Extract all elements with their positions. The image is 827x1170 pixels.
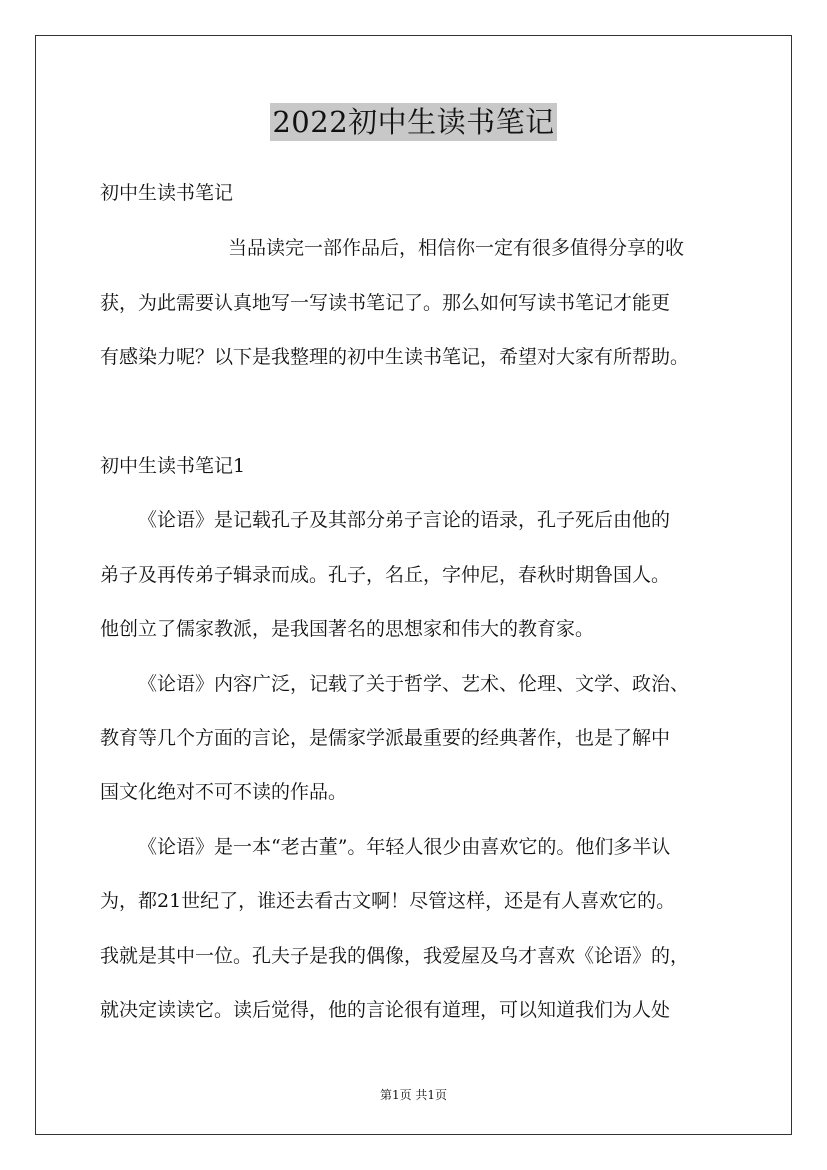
title-container [0, 103, 827, 141]
intro-line: 当品读完一部作品后，相信你一定有很多值得分享的收 [228, 237, 685, 259]
body-line: 他创立了儒家教派，是我国著名的思想家和伟大的教育家。 [100, 618, 595, 640]
body-line: 《论语》内容广泛，记载了关于哲学、艺术、伦理、文学、政治、 [138, 673, 690, 695]
document-title: 2022初中生读书笔记 [272, 105, 555, 139]
body-line: 我就是其中一位。孔夫子是我的偶像，我爱屋及乌才喜欢《论语》的， [100, 945, 690, 967]
page-footer: 第1页 共1页 [379, 1088, 448, 1102]
body-line: 国文化绝对不可不读的作品。 [100, 781, 348, 803]
body-line: 教育等几个方面的言论，是儒家学派最重要的经典著作，也是了解中 [100, 727, 671, 749]
body-line: 就决定读读它。读后觉得，他的言论很有道理，可以知道我们为人处 [100, 999, 671, 1021]
body-line: 《论语》是一本“老古董”。年轻人很少由喜欢它的。他们多半认 [138, 836, 671, 858]
body-line: 《论语》是记载孔子及其部分弟子言论的语录，孔子死后由他的 [138, 509, 671, 531]
intro-line: 有感染力呢？以下是我整理的初中生读书笔记，希望对大家有所帮助。 [100, 346, 690, 368]
body-line: 为，都21世纪了，谁还去看古文啊！尽管这样，还是有人喜欢它的。 [100, 890, 676, 912]
section-heading: 初中生读书笔记1 [100, 455, 246, 477]
document-subtitle: 初中生读书笔记 [100, 182, 234, 204]
body-line: 弟子及再传弟子辑录而成。孔子，名丘，字仲尼，春秋时期鲁国人。 [100, 564, 671, 586]
intro-line: 获，为此需要认真地写一写读书笔记了。那么如何写读书笔记才能更 [100, 292, 671, 314]
